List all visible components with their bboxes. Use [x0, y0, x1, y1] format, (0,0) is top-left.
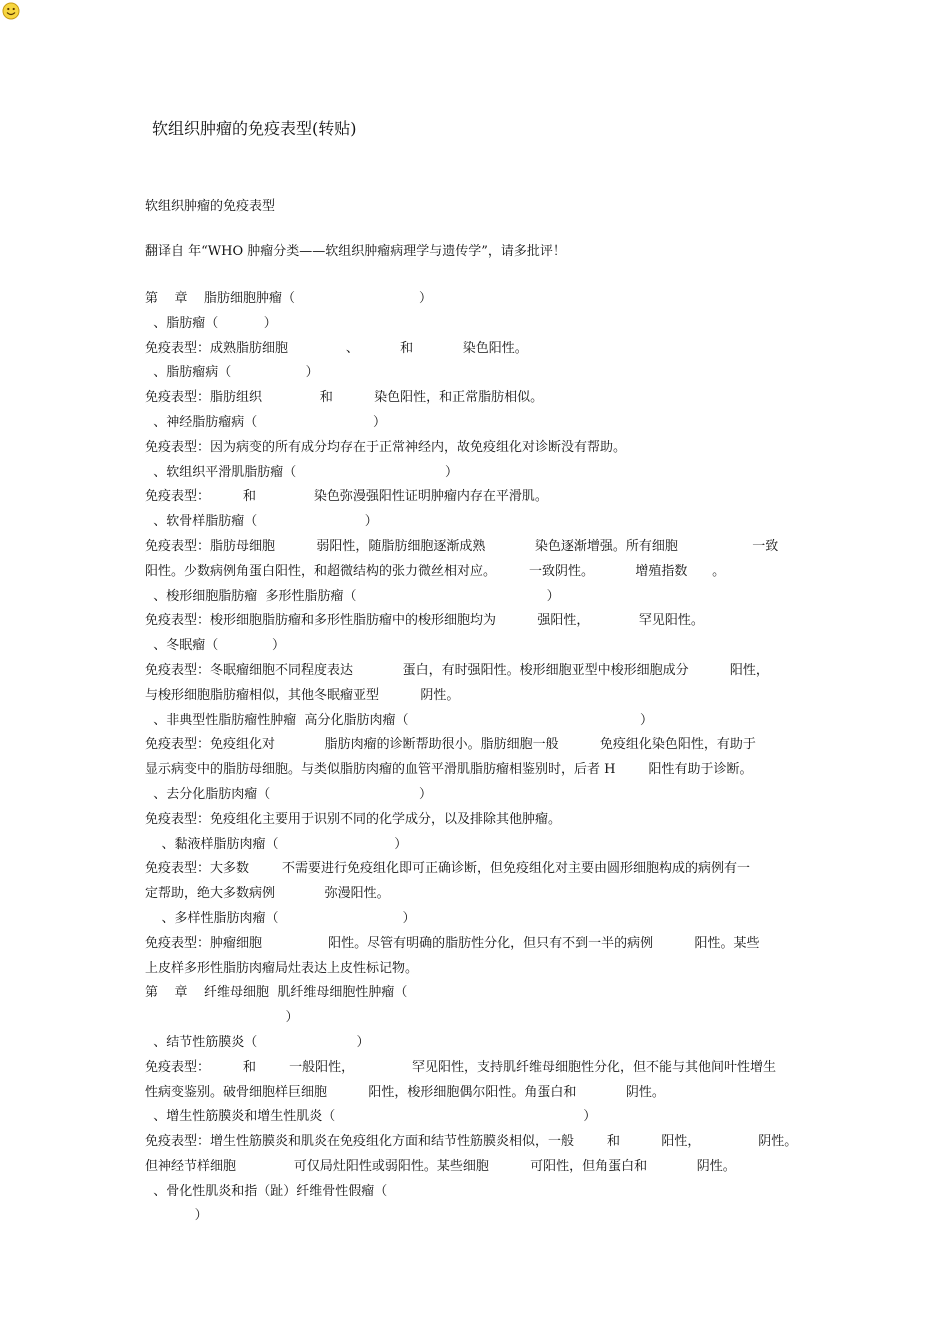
immunophenotype-line: 免疫表型：成熟脂肪细胞 、 和 染色阳性。	[145, 340, 528, 356]
section-heading: 、软组织平滑肌脂肪瘤（ ）	[145, 464, 459, 480]
section-heading: 、软骨样脂肪瘤（ ）	[145, 514, 378, 530]
section-heading: 、骨化性肌炎和指（趾）纤维骨性假瘤（	[145, 1183, 388, 1199]
chapter-heading: 第 章 脂肪细胞肿瘤（ ）	[145, 291, 433, 306]
section-heading: 、脂肪瘤病（ ）	[145, 365, 319, 381]
immunophenotype-line: 免疫表型：免疫组化主要用于识别不同的化学成分，以及排除其他肿瘤。	[145, 811, 562, 827]
document-title: 软组织肿瘤的免疫表型(转贴)	[152, 119, 357, 138]
document-body	[145, 287, 815, 1229]
immunophenotype-line: 免疫表型：因为病变的所有成分均存在于正常神经内，故免疫组化对诊断没有帮助。	[145, 439, 627, 455]
immunophenotype-line: 免疫表型：肿瘤细胞 阳性。尽管有明确的脂肪性分化，但只有不到一半的病例 阳性。某些	[145, 935, 760, 951]
immunophenotype-line: 免疫表型： 和 一般阳性， 罕见阳性，支持肌纤维母细胞性分化，但不能与其他间叶性增生	[145, 1059, 776, 1075]
immunophenotype-line: 免疫表型：免疫组化对 脂肪肉瘤的诊断帮助很小。脂肪细胞一般 免疫组化染色阳性，有助于	[145, 737, 756, 753]
immunophenotype-line: 但神经节样细胞 可仅局灶阳性或弱阳性。某些细胞 可阳性，但角蛋白和 阴性。	[145, 1158, 736, 1174]
section-heading: 、神经脂肪瘤病（ ）	[145, 414, 386, 430]
immunophenotype-line: 与梭形细胞脂肪瘤相似，其他冬眠瘤亚型 阴性。	[145, 687, 460, 703]
section-heading: 、脂肪瘤（ ）	[145, 315, 277, 331]
section-heading: 、多样性脂肪肉瘤（ ）	[145, 910, 416, 926]
chapter-heading: ）	[145, 1010, 299, 1026]
intro-paragraph: 翻译自 年“WHO 肿瘤分类——软组织肿瘤病理学与遗传学”，请多批评！	[145, 244, 566, 259]
immunophenotype-line: 免疫表型：脂肪母细胞 弱阳性，随脂肪细胞逐渐成熟 染色逐渐增强。所有细胞 一致	[145, 538, 779, 554]
section-heading: 、去分化脂肪肉瘤（ ）	[145, 786, 433, 802]
section-heading: 、梭形细胞脂肪瘤 多形性脂肪瘤（ ）	[145, 588, 560, 604]
section-heading: 、非典型性脂肪瘤性肿瘤 高分化脂肪肉瘤（ ）	[145, 712, 653, 728]
section-heading: 、结节性筋膜炎（ ）	[145, 1034, 370, 1050]
section-heading: 、黏液样脂肪肉瘤（ ）	[145, 836, 408, 852]
immunophenotype-line: 上皮样多形性脂肪肉瘤局灶表达上皮性标记物。	[145, 960, 419, 976]
immunophenotype-line: 阳性。少数病例角蛋白阳性，和超微结构的张力微丝相对应。 一致阴性。 增殖指数 。	[145, 563, 726, 579]
immunophenotype-line: 显示病变中的脂肪母细胞。与类似脂肪肉瘤的血管平滑肌脂肪瘤相鉴别时，后者 H 阳性有助于诊断。	[145, 762, 753, 778]
immunophenotype-line: 免疫表型：大多数 不需要进行免疫组化即可正确诊断，但免疫组化对主要由圆形细胞构成的病例有一	[145, 861, 751, 877]
section-heading: 、增生性筋膜炎和增生性肌炎（ ）	[145, 1109, 597, 1125]
immunophenotype-line: 性病变鉴别。破骨细胞样巨细胞 阳性，梭形细胞偶尔阳性。角蛋白和 阴性。	[145, 1084, 665, 1100]
document-subtitle: 软组织肿瘤的免疫表型	[145, 199, 276, 214]
immunophenotype-line: 免疫表型：脂肪组织 和 染色阳性，和正常脂肪相似。	[145, 390, 544, 406]
smiley-icon	[2, 2, 20, 20]
chapter-heading: 第 章 纤维母细胞 肌纤维母细胞性肿瘤（	[145, 985, 408, 1001]
section-heading: ）	[145, 1208, 208, 1224]
immunophenotype-line: 定帮助，绝大多数病例 弥漫阳性。	[145, 886, 390, 902]
immunophenotype-line: 免疫表型：增生性筋膜炎和肌炎在免疫组化方面和结节性筋膜炎相似，一般 和 阳性， 阴性。	[145, 1134, 798, 1150]
immunophenotype-line: 免疫表型： 和 染色弥漫强阳性证明肿瘤内存在平滑肌。	[145, 489, 548, 505]
section-heading: 、冬眠瘤（ ）	[145, 638, 285, 654]
immunophenotype-line: 免疫表型：梭形细胞脂肪瘤和多形性脂肪瘤中的梭形细胞均为 强阳性， 罕见阳性。	[145, 613, 704, 629]
immunophenotype-line: 免疫表型：冬眠瘤细胞不同程度表达 蛋白，有时强阳性。梭形细胞亚型中梭形细胞成分 阳性，	[145, 662, 769, 678]
